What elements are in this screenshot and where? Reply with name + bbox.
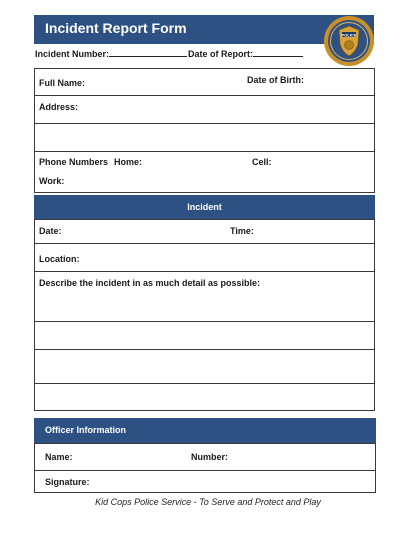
full-name-label: Full Name: xyxy=(39,78,86,88)
divider xyxy=(34,243,375,244)
incident-time-label: Time: xyxy=(230,226,254,236)
work-phone-label: Work: xyxy=(39,176,65,186)
officer-number-label: Number: xyxy=(191,452,229,462)
address-label: Address: xyxy=(39,102,79,112)
incident-location-label: Location: xyxy=(39,254,80,264)
home-phone-label: Home: xyxy=(114,157,143,167)
description-line-field[interactable] xyxy=(35,322,374,348)
description-line-field[interactable] xyxy=(35,350,374,382)
officer-info-header: Officer Information xyxy=(34,418,376,443)
incident-number-label: Incident Number: xyxy=(35,49,110,59)
incident-number-field[interactable] xyxy=(35,47,187,59)
divider xyxy=(34,151,375,152)
incident-number-line xyxy=(109,47,187,57)
badge-label: POLICE xyxy=(341,32,357,38)
signature-label: Signature: xyxy=(45,477,90,487)
phone-numbers-label: Phone Numbers xyxy=(39,157,109,167)
cell-phone-label: Cell: xyxy=(252,157,272,167)
incident-date-label: Date: xyxy=(39,226,62,236)
date-of-report-field[interactable] xyxy=(188,47,303,59)
incident-description-label: Describe the incident in as much detail as possible: xyxy=(39,278,261,288)
date-of-report-label: Date of Report: xyxy=(188,49,253,59)
incident-header: Incident xyxy=(34,195,375,219)
divider xyxy=(34,271,375,272)
description-line-field[interactable] xyxy=(35,384,374,410)
form-title: Incident Report Form xyxy=(45,20,187,36)
divider xyxy=(34,470,376,471)
divider xyxy=(34,95,375,96)
footer-tagline: Kid Cops Police Service - To Serve and Protect and Play xyxy=(95,497,321,507)
officer-name-label: Name: xyxy=(45,452,73,462)
police-badge-icon xyxy=(323,15,375,67)
date-of-report-line xyxy=(253,47,303,57)
date-of-birth-label: Date of Birth: xyxy=(247,75,304,85)
address-line-2-field[interactable] xyxy=(35,124,374,150)
